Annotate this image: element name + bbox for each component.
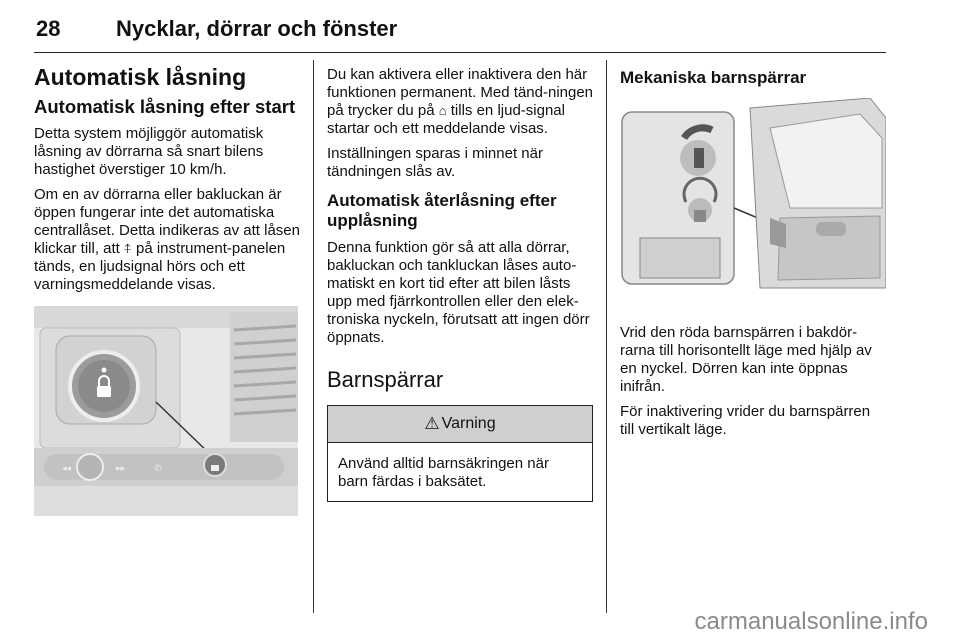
warning-box xyxy=(327,405,593,502)
warning-text: Använd alltid barnsäkringen när barn färdas i baksätet. xyxy=(338,455,549,490)
central-lock-button-illustration xyxy=(34,306,298,516)
subsection-heading: Automatisk återlåsning efter upplåsning xyxy=(327,191,557,230)
warning-body xyxy=(328,443,592,501)
column-divider xyxy=(313,60,314,613)
child-lock-svg xyxy=(620,98,886,308)
dashboard-lock-svg xyxy=(34,306,298,516)
page-header xyxy=(34,12,886,53)
svg-text:▸▸: ▸▸ xyxy=(116,463,126,473)
lock-icon: ⌂ xyxy=(438,103,447,118)
column-divider xyxy=(606,60,607,613)
paragraph: För inaktivering vrider du barnspärren till vertikalt läge. xyxy=(620,403,871,438)
door-open-icon: ⍏ xyxy=(124,241,132,256)
chapter-title: Nycklar, dörrar och fönster xyxy=(116,16,398,41)
paragraph: Du kan aktivera eller inaktivera den här funktionen permanent. Med tänd-ningen på trycker du på ⌂ tills en ljud-signal startar och ett meddelande visas. xyxy=(327,66,594,137)
svg-text:✆: ✆ xyxy=(154,463,162,473)
subsection-heading: Mekaniska barnspärrar xyxy=(620,68,807,87)
column-3 xyxy=(620,60,888,446)
page-number: 28 xyxy=(36,16,61,41)
warning-icon: ⚠ xyxy=(424,414,440,433)
watermark: carmanualsonline.info xyxy=(694,608,928,635)
warning-header xyxy=(328,406,592,443)
column-1 xyxy=(34,60,300,516)
warning-title: Varning xyxy=(441,415,496,432)
section-heading: Automatisk låsning xyxy=(34,64,247,90)
paragraph: Vrid den röda barnspärren i bakdör-rarna till horisontellt läge med hjälp av en nyckel. Dörren kan inte öppnas inifrån. xyxy=(620,324,872,395)
svg-text:◂◂: ◂◂ xyxy=(62,463,72,473)
paragraph: Inställningen sparas i minnet när tändningen slås av. xyxy=(327,145,543,180)
paragraph: Om en av dörrarna eller bakluckan är öppen fungerar inte det automatiska centrallåset. Detta indikeras av att låsen klickar till, att ⍏ på instrument-panelen tänds, en ljudsignal hörs och ett varningsmeddelande visas. xyxy=(34,186,300,293)
subsection-heading: Automatisk låsning efter start xyxy=(34,96,296,117)
column-2 xyxy=(327,60,593,502)
paragraph: Detta system möjliggör automatisk låsning av dörrarna så snart bilens hastighet överstiger 10 km/h. xyxy=(34,125,264,178)
child-lock-illustration xyxy=(620,98,886,308)
paragraph: Denna funktion gör så att alla dörrar, bakluckan och tankluckan låses auto-matiskt en kort tid efter att bilen låsts upp med fjärrkontrollen eller den elek-troniska nyckeln, förutsatt att ingen dörr öppnats. xyxy=(327,239,590,346)
section-heading: Barnspärrar xyxy=(327,367,444,392)
